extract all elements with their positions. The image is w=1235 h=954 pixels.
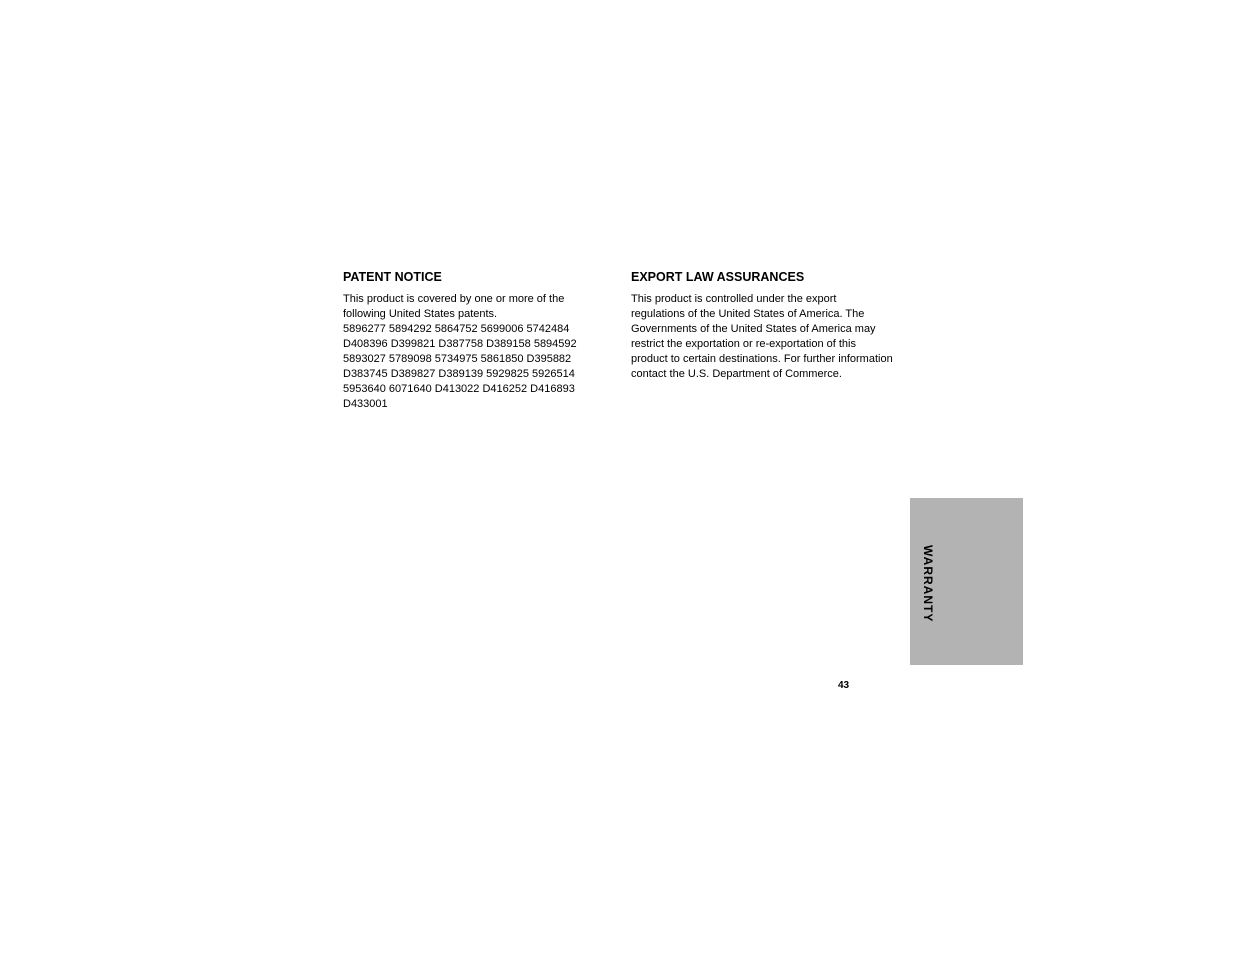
export-law-heading: EXPORT LAW ASSURANCES — [631, 270, 805, 284]
patent-number-list: 5896277 5894292 5864752 5699006 5742484 D408396 D399821 D387758 D389158 5894592 5893027 5789098 5734975 5861850 D395882 D383745 D389827 D389139 5929825 5926514 5953640 6071640 D413022 D416252 D416893 D433001 — [343, 323, 577, 410]
section-tab — [910, 498, 1023, 665]
export-law-body: This product is controlled under the export regulations of the United States of America. The Governments of the United States of America may restrict the exportation or re-exportation of this product to certain destinations. For further information contact the U.S. Department of Commerce. — [631, 293, 893, 380]
export-law-section — [631, 269, 893, 382]
page-number: 43 — [838, 680, 850, 691]
section-tab-label: WARRANTY — [921, 545, 935, 623]
patent-notice-heading: PATENT NOTICE — [343, 270, 442, 284]
patent-notice-section — [343, 269, 605, 412]
patent-notice-intro: This product is covered by one or more of the following United States patents. — [343, 293, 565, 320]
